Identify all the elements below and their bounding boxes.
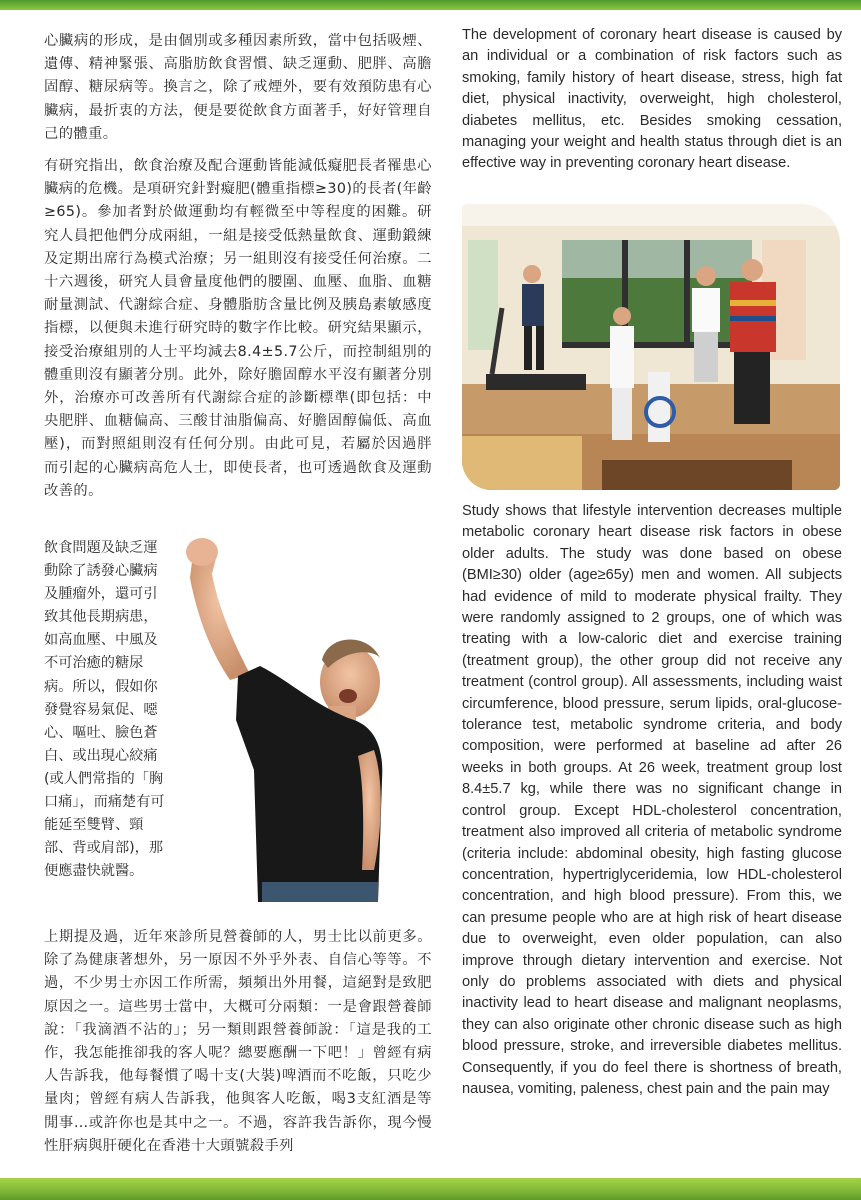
- en-paragraph-study: [462, 501, 842, 1100]
- en-intro-text: The development of coronary heart disease is caused by an individual or a combination of risk factors such as smoking, family history of heart disease, stress, high fat diet, physical inactivity, overweight, high cholesterol, diabetes mellitus, etc. Besides smoking cessation, managing your weight and health status through diet is an effective way in preventing coronary heart disease.: [462, 27, 842, 172]
- cheering-man-photo: [178, 530, 388, 902]
- zh-paragraph-men: [44, 926, 432, 1158]
- bottom-green-border: [0, 1178, 861, 1200]
- zh-paragraph-study: [44, 155, 432, 503]
- en-paragraph-intro: [462, 25, 842, 175]
- zh-paragraph-intro: [44, 30, 432, 146]
- zh-symptoms-text: 飲食問題及缺乏運動除了誘發心臟病及腫瘤外，還可引致其他長期病患，如高血壓、中風及不可治癒的糖尿病。所以，假如你發覺容易氣促、噁心、嘔吐、臉色蒼白、或出現心絞痛(或人們常指的「胸口痛」，而痛楚有可能延至雙臂、頸部、背或肩部)，那便應盡快就醫。: [44, 540, 165, 880]
- zh-paragraph-symptoms: [44, 537, 170, 883]
- en-study-text: Study shows that lifestyle intervention decreases multiple metabolic coronary heart disease risk factors in obese older adults. The study was done based on obese (BMI≥30) older (age≥65y) men and women. All subjects had evidence of mild to moderate physical frailty. They were randomly assigned to 2 groups, one of which was treating with a low-caloric diet and exercise training (treatment group), the other group did not receive any treatment (control group). All assessments, including waist circumference, blood pressure, serum lipids, oral-glucose-tolerance test, metabolic syndrome criteria, and body composition, were performed at baseline ad after 26 weeks in both groups. At 26 week, treatment group lost 8.4±5.7 kg, while there was no significant change in control group. Except HDL-cholesterol concentration, treatment also improved all criteria of metabolic syndrome (criteria include: abdominal obesity, high fasting glucose concentration, hypertriglyceridemia, low HDL-cholesterol concentration, and high blood pressure). From this, we can presume people who are at high risk of heart disease due to overweight, even older population, can also improve through dietary intervention and exercise. Not only do problems associated with diets and physical inactivity lead to heart disease and malignant neoplasms, they can also originate other chronic disease such as high blood pressure, stroke, and irreversible diabetes mellitus. Consequently, if you do feel there is shortness of breath, nausea, vomiting, paleness, chest pain and the pain may: [462, 503, 842, 1097]
- gym-exercise-photo: [462, 204, 840, 490]
- zh-intro-text: 心臟病的形成，是由個別或多種因素所致，當中包括吸煙、遺傳、精神緊張、高脂肪飲食習慣、缺乏運動、肥胖、高膽固醇、糖尿病等。換言之，除了戒煙外，要有效預防患有心臟病，最折衷的方法，便是要從飲食方面著手，好好管理自己的體重。: [44, 33, 432, 142]
- zh-study-text: 有研究指出，飲食治療及配合運動皆能減低癡肥長者罹患心臟病的危機。是項研究針對癡肥(體重指標≥30)的長者(年齡≥65)。參加者對於做運動均有輕微至中等程度的困難。研究人員把他們分成兩組，一組是接受低熱量飲食、運動鍛練及定期出席行為模式治療；另一組則沒有接受任何治療。二十六週後，研究人員會量度他們的腰圍、血壓、血脂、血糖耐量測試、代謝綜合症、身體脂肪含量比例及胰島素敏感度指標，以便與未進行研究時的數字作比較。研究結果顯示，接受治療組別的人士平均減去8.4±5.7公斤，而控制組別的體重則沒有顯著分別。此外，除好膽固醇水平沒有顯著分別外，治療亦可改善所有代謝綜合症的診斷標準(即包括：中央肥胖、血糖偏高、三酸甘油脂偏高、好膽固醇偏低、高血壓)，而對照組則沒有任何分別。由此可見，若屬於因過胖而引起的心臟病高危人士，即使長者，也可透過飲食及運動改善的。: [44, 158, 432, 499]
- top-green-border: [0, 0, 861, 10]
- zh-men-text: 上期提及過，近年來診所見營養師的人，男士比以前更多。除了為健康著想外，另一原因不外乎外表、自信心等等。不過，不少男士亦因工作所需，頻頻出外用餐，這絕對是致肥原因之一。這些男士當中，大概可分兩類：一是會跟營養師說：「我滴酒不沾的」；另一類則跟營養師說：「這是我的工作，我怎能推卻我的客人呢？總要應酬一下吧！」曾經有病人告訴我，他每餐慣了喝十支(大裝)啤酒而不吃飯，只吃少量肉；曾經有病人告訴我，他與客人吃飯，喝3支紅酒是等閒事…或許你也是其中之一。不過，容許我告訴你，現今慢性肝病與肝硬化在香港十大頭號殺手列: [44, 929, 432, 1154]
